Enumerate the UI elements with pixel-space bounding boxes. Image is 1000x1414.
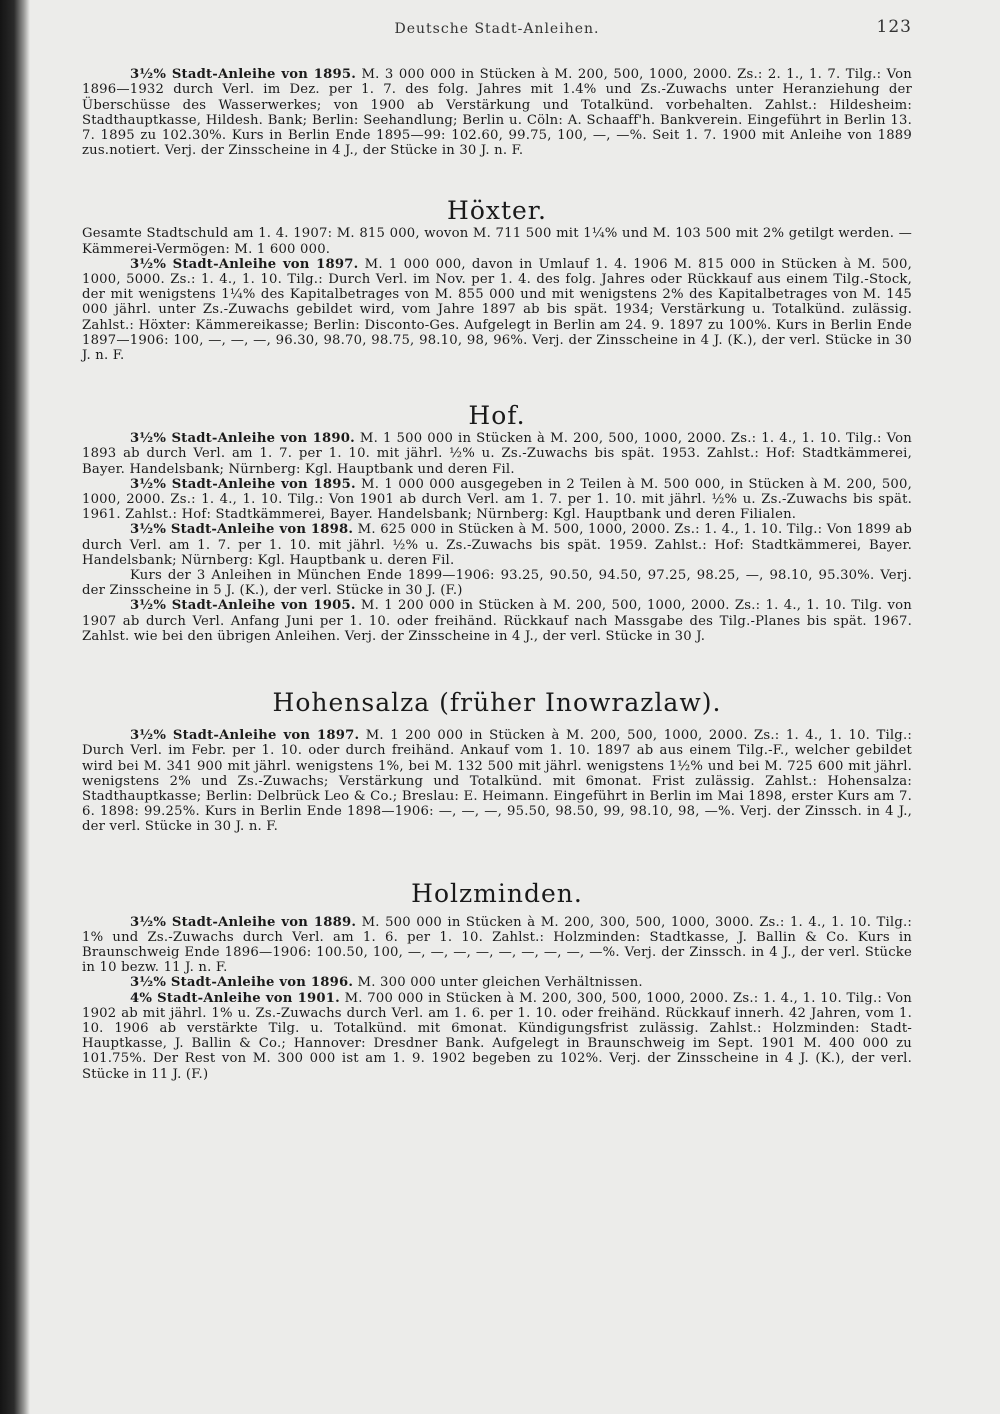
loan-title: 3½% Stadt-Anleihe von 1896.	[130, 975, 354, 991]
paragraph	[82, 67, 912, 158]
paragraph	[82, 728, 912, 834]
paragraph	[82, 568, 912, 598]
loan-text: M. 1 200 000 in Stücken à M. 200, 500, 1000, 2000. Zs.: 1. 4., 1. 10. Tilg. von 1907 ab durch Verl. Anfang Juni per 1. 10. oder freihänd. Rückkauf nach Massgabe des Tilg.-Planes bis spät. 1967. Zahlst. wie bei den übrigen Anleihen. Verj. der Zinsscheine in 4 J., der verl. Stücke in 30 J.	[82, 598, 912, 644]
running-head	[82, 17, 912, 37]
loan-title: 3½% Stadt-Anleihe von 1895.	[130, 67, 357, 83]
paragraph	[82, 522, 912, 568]
paragraph	[82, 915, 912, 976]
loan-title: 3½% Stadt-Anleihe von 1898.	[130, 522, 354, 538]
debt-summary: Gesamte Stadtschuld am 1. 4. 1907: M. 815 000, wovon M. 711 500 mit 1¼% und M. 103 500 mit 2% getilgt werden. — Kämmerei-Vermögen: M. 1 600 000.	[82, 226, 912, 257]
document-page	[82, 17, 912, 1082]
loan-text: M. 300 000 unter gleichen Verhältnissen.	[357, 975, 643, 991]
section-heading-hof: Hof.	[468, 401, 526, 431]
loan-title: 3½% Stadt-Anleihe von 1897.	[130, 728, 360, 744]
section-heading-holzminden: Holzminden.	[411, 878, 583, 908]
price-text: Kurs der 3 Anleihen in München Ende 1899—1906: 93.25, 90.50, 94.50, 97.25, 98.25, —, 98.10, 95.30%. Verj. der Zinsscheine in 5 J. (K.), der verl. Stücke in 30 J. (F.)	[82, 568, 912, 599]
loan-text: M. 1 500 000 in Stücken à M. 200, 500, 1000, 2000. Zs.: 1. 4., 1. 10. Tilg.: Von 1893 ab durch Verl. am 1. 7. per 1. 10. mit jährl. ½% u. Zs.-Zuwachs bis spät. 1953. Zahlst.: Hof: Stadtkämmerei, Bayer. Handelsbank; Nürnberg: Kgl. Hauptbank und deren Fil.	[82, 431, 912, 477]
running-head-title: Deutsche Stadt-Anleihen.	[394, 21, 600, 37]
paragraph	[82, 257, 912, 363]
loan-title: 4% Stadt-Anleihe von 1901.	[130, 990, 340, 1006]
paragraph	[82, 226, 912, 256]
paragraph	[82, 598, 912, 644]
paragraph	[82, 975, 912, 990]
page-number: 123	[876, 17, 912, 37]
section-heading-hoexter: Höxter.	[447, 196, 547, 226]
paragraph	[82, 431, 912, 477]
loan-text: M. 700 000 in Stücken à M. 200, 300, 500, 1000, 2000. Zs.: 1. 4., 1. 10. Tilg.: Von 1902 ab mit jährl. 1% u. Zs.-Zuwachs durch Verl. am 1. 6. per 1. 10. oder freihänd. Rückkauf innerh. 42 Jahren, vom 1. 10. 1906 ab verstärkte Tilg. u. Totalkünd. mit 6monat. Kündigungsfrist zulässig. Zahlst.: Holzminden: Stadt-Hauptkasse, J. Ballin & Co.; Hannover: Dresdner Bank. Aufgelegt in Braunschweig im Sept. 1901 M. 400 000 zu 101.75%. Der Rest von M. 300 000 ist am 1. 9. 1902 begeben zu 102%. Verj. der Zinsscheine in 4 J. (K.), der verl. Stücke in 11 J. (F.)	[82, 990, 912, 1082]
loan-text: M. 1 000 000, davon in Umlauf 1. 4. 1906 M. 815 000 in Stücken à M. 500, 1000, 5000. Zs.: 1. 4., 1. 10. Tilg.: Durch Verl. im Nov. per 1. 4. des folg. Jahres oder Rückkauf aus einem Tilg.-Stock, der mit wenigstens 1¼% des Kapitalbetrages von M. 855 000 und mit wenigstens 2% des Kapitalbetrages von M. 145 000 jährl. unter Zs.-Zuwachs gebildet wird, vom Jahre 1897 ab bis spät. 1934; Verstärkung u. Totalkünd. zulässig. Zahlst.: Höxter: Kämmereikasse; Berlin: Disconto-Ges. Aufgelegt in Berlin am 24. 9. 1897 zu 100%. Kurs in Berlin Ende 1897—1906: 100, —, —, —, 96.30, 98.70, 98.75, 98.10, 98, 96%. Verj. der Zinsscheine in 4 J. (K.), der verl. Stücke in 30 J. n. F.	[82, 256, 912, 364]
loan-title: 3½% Stadt-Anleihe von 1897.	[130, 256, 359, 272]
paragraph	[82, 477, 912, 523]
loan-text: M. 3 000 000 in Stücken à M. 200, 500, 1000, 2000. Zs.: 2. 1., 1. 7. Tilg.: Von 1896—1932 durch Verl. im Dez. per 1. 7. des folg. Jahres mit 1.4% und Zs.-Zuwachs unter Heranziehung der Überschüsse des Wasserwerkes; von 1900 ab Verstärkung und Totalkünd. vorbehalten. Zahlst.: Hildesheim: Stadthauptkasse, Hildesh. Bank; Berlin: Seehandlung; Berlin u. Cöln: A. Schaaff'h. Bankverein. Eingeführt in Berlin 13. 7. 1895 zu 102.30%. Kurs in Berlin Ende 1895—99: 102.60, 99.75, 100, —, —%. Seit 1. 7. 1900 mit Anleihe von 1889 zus.notiert. Verj. der Zinsscheine in 4 J., der Stücke in 30 J. n. F.	[82, 67, 912, 159]
loan-title: 3½% Stadt-Anleihe von 1889.	[130, 914, 357, 930]
loan-title: 3½% Stadt-Anleihe von 1895.	[130, 476, 356, 492]
loan-text: M. 500 000 in Stücken à M. 200, 300, 500, 1000, 3000. Zs.: 1. 4., 1. 10. Tilg.: 1% und Zs.-Zuwachs durch Verl. am 1. 6. per 1. 10. Zahlst.: Holzminden: Stadtkasse, J. Ballin & Co. Kurs in Braunschweig Ende 1896—1906: 100.50, 100, —, —, —, —, —, —, —, —, —%. Verj. der Zinssch. in 4 J., der verl. Stücke in 10 bezw. 11 J. n. F.	[82, 914, 912, 976]
loan-text: M. 1 200 000 in Stücken à M. 200, 500, 1000, 2000. Zs.: 1. 4., 1. 10. Tilg.: Durch Verl. im Febr. per 1. 10. oder durch freihänd. Ankauf vom 1. 10. 1897 ab aus einem Tilg.-F., welcher gebildet wird bei M. 341 900 mit jährl. wenigstens 1%, bei M. 132 500 mit jährl. wenigstens 1½% und bei M. 725 600 mit jährl. wenigstens 2% und Zs.-Zuwachs; Verstärkung und Totalkünd. mit 6monat. Frist zulässig. Zahlst.: Hohensalza: Stadthauptkasse; Berlin: Delbrück Leo & Co.; Breslau: E. Heimann. Eingeführt in Berlin im Mai 1898, erster Kurs am 7. 6. 1898: 99.25%. Kurs in Berlin Ende 1898—1906: —, —, —, 95.50, 98.50, 99, 98.10, 98, —%. Verj. der Zinssch. in 4 J., der verl. Stücke in 30 J. n. F.	[82, 728, 912, 835]
paragraph	[82, 991, 912, 1082]
loan-title: 3½% Stadt-Anleihe von 1890.	[130, 431, 355, 447]
loan-text: M. 625 000 in Stücken à M. 500, 1000, 2000. Zs.: 1. 4., 1. 10. Tilg.: Von 1899 ab durch Verl. am 1. 7. per 1. 10. mit jährl. ½% u. Zs.-Zuwachs bis spät. 1959. Zahlst.: Hof: Stadtkämmerei, Bayer. Handelsbank; Nürnberg: Kgl. Hauptbank u. deren Fil.	[82, 522, 912, 568]
loan-title: 3½% Stadt-Anleihe von 1905.	[130, 598, 356, 614]
book-binding-shadow	[0, 0, 30, 1414]
section-heading-hohensalza: Hohensalza (früher Inowrazlaw).	[272, 688, 722, 718]
loan-text: M. 1 000 000 ausgegeben in 2 Teilen à M. 500 000, in Stücken à M. 200, 500, 1000, 2000. Zs.: 1. 4., 1. 10. Tilg.: Von 1901 ab durch Verl. am 1. 7. per 1. 10. mit jährl. ½% u. Zs.-Zuwachs bis spät. 1961. Zahlst.: Hof: Stadtkämmerei, Bayer. Handelsbank; Nürnberg: Kgl. Hauptbank und deren Filialen.	[82, 476, 912, 523]
